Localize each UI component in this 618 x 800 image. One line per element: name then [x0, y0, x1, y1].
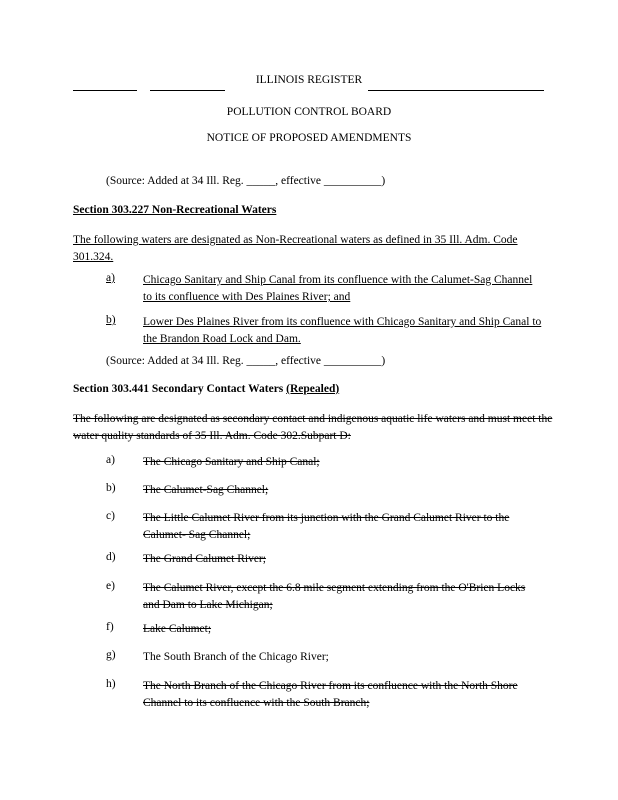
- header-rule-left-2: [150, 90, 225, 91]
- item-marker: c): [106, 510, 115, 522]
- list-item: The Calumet-Sag Channel;: [143, 484, 269, 496]
- item-marker: d): [106, 551, 116, 563]
- item-marker: h): [106, 678, 116, 690]
- item-marker: a): [106, 454, 115, 466]
- item-marker: g): [106, 649, 116, 661]
- list-item: The North Branch of the Chicago River from its confluence with the North Shore Channel to its confluence with the South Branch;: [143, 680, 518, 709]
- section-303-227-title: Section 303.227 Non-Recreational Waters: [73, 204, 277, 216]
- item-marker: b): [106, 482, 116, 494]
- list-item: The Chicago Sanitary and Ship Canal;: [143, 456, 320, 468]
- section-303-441-title: [73, 383, 339, 395]
- list-item: The Little Calumet River from its junction with the Grand Calumet River to the Calumet- Sag Channel;: [143, 512, 510, 541]
- section-303-441-intro: The following are designated as secondary contact and indigenous aquatic life waters and must meet the water quality standards of 35 Ill. Adm. Code 302.Subpart D:: [73, 413, 553, 442]
- item-marker: e): [106, 580, 115, 592]
- item-marker: a): [106, 272, 115, 284]
- section-303-227-intro: The following waters are designated as Non-Recreational waters as defined in 35 Ill. Adm. Code 301.324.: [73, 234, 518, 263]
- notice-title: NOTICE OF PROPOSED AMENDMENTS: [206, 132, 412, 144]
- header-rule-left-1: [73, 90, 137, 91]
- list-item: The Grand Calumet River;: [143, 553, 266, 565]
- repealed-label: (Repealed): [286, 383, 340, 395]
- section-title-main: Section 303.441 Secondary Contact Waters: [73, 383, 287, 395]
- item-marker: f): [106, 621, 114, 633]
- register-title: ILLINOIS REGISTER: [255, 74, 363, 86]
- header-rule-right: [368, 90, 544, 91]
- list-item: The Calumet River, except the 6.8 mile segment extending from the O'Brien Locks and Dam to Lake Michigan;: [143, 582, 526, 611]
- list-item: Lower Des Plaines River from its confluence with Chicago Sanitary and Ship Canal to the Brandon Road Lock and Dam.: [143, 316, 542, 345]
- item-marker: b): [106, 314, 116, 326]
- list-item: Lake Calumet;: [143, 623, 212, 635]
- board-title: POLLUTION CONTROL BOARD: [226, 106, 392, 118]
- source-note-2: (Source: Added at 34 Ill. Reg. _____, effective __________): [106, 355, 386, 367]
- source-note-1: (Source: Added at 34 Ill. Reg. _____, effective __________): [106, 175, 386, 187]
- list-item: Chicago Sanitary and Ship Canal from its confluence with the Calumet-Sag Channel to its confluence with Des Plaines River; and: [143, 274, 533, 303]
- list-item: The South Branch of the Chicago River;: [143, 651, 329, 663]
